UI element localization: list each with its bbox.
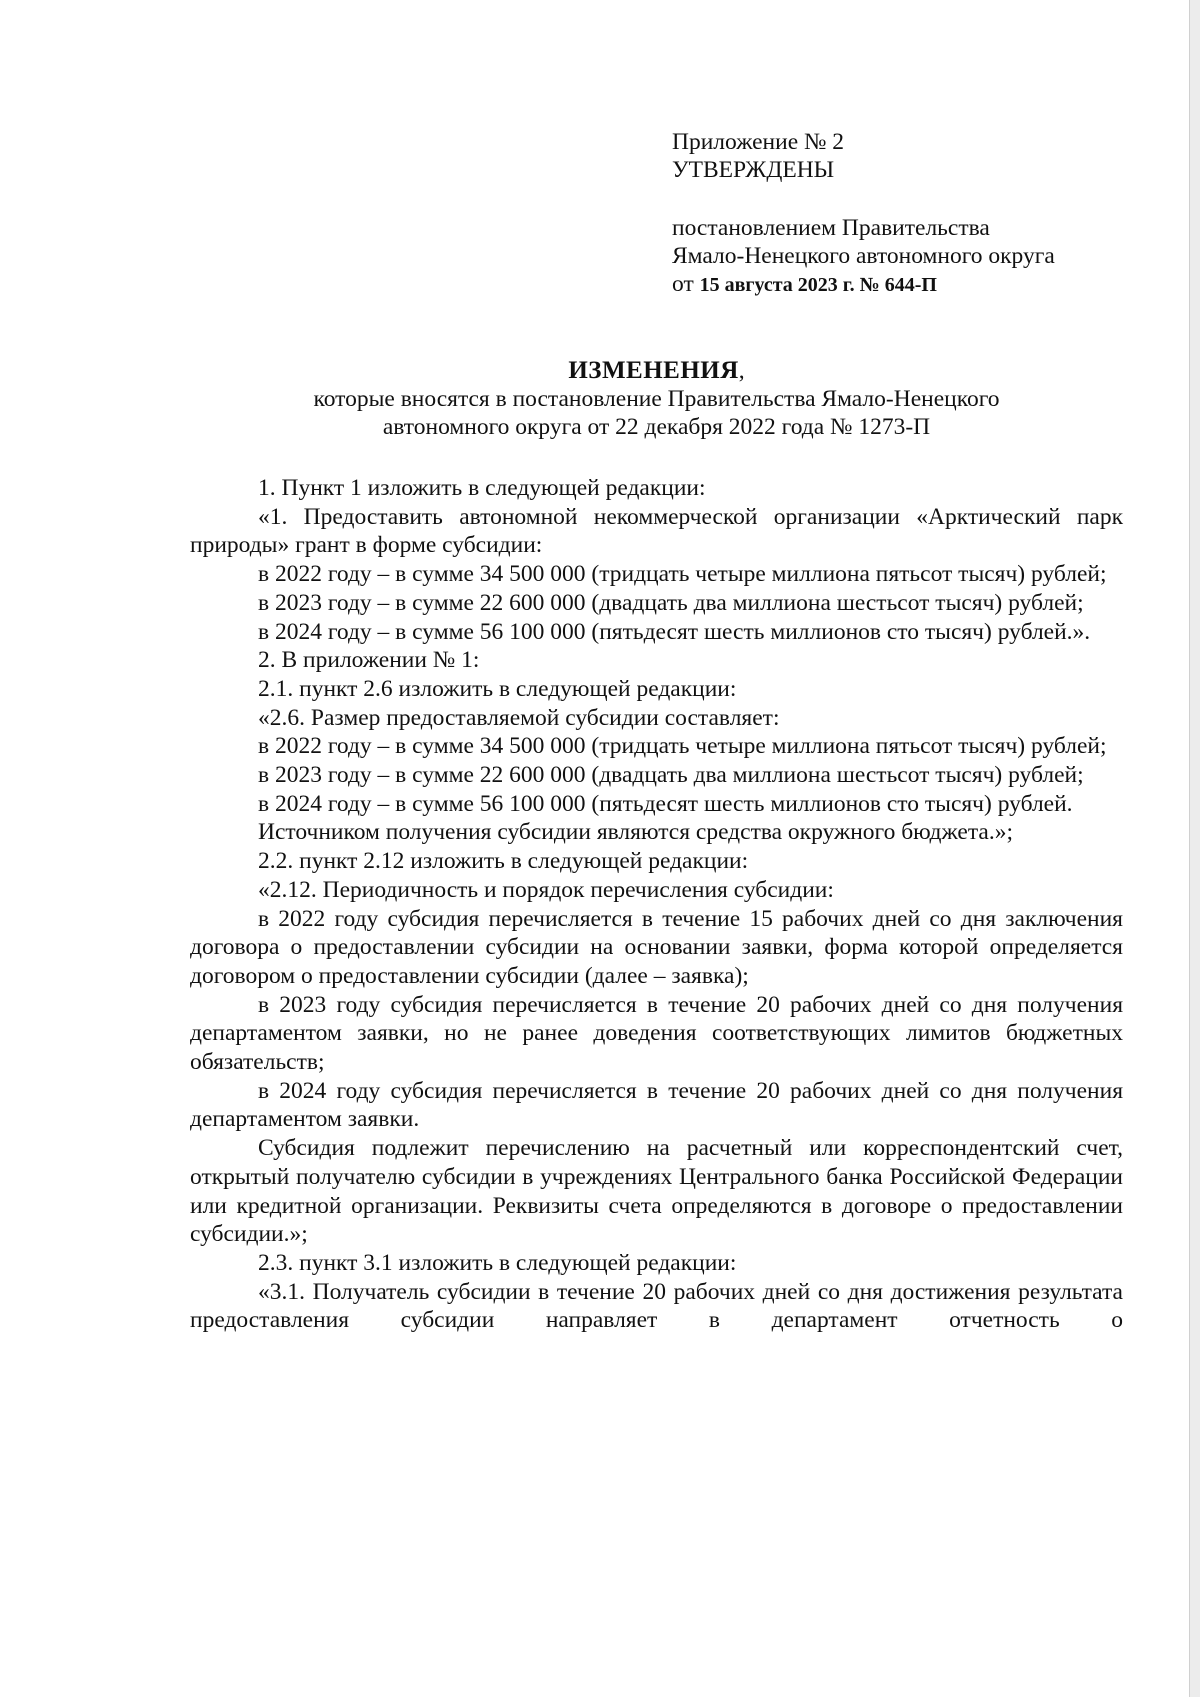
- paragraph: «1. Предоставить автономной некоммерческой организации «Арктический парк природы» грант в форме субсидии:: [190, 503, 1123, 559]
- document-heading: [190, 357, 1123, 441]
- paragraph: 2.1. пункт 2.6 изложить в следующей редакции:: [258, 675, 737, 702]
- paragraph-continued: «3.1. Получатель субсидии в течение 20 рабочих дней со дня достижения результата предоставления субсидии направляет в департамент отчетность о: [190, 1278, 1123, 1334]
- paragraph: в 2022 году субсидия перечисляется в течение 15 рабочих дней со дня заключения договора о предоставлении субсидии на основании заявки, форма которой определяется договором о предоставлении субсидии (далее – заявка);: [190, 905, 1123, 989]
- appendix-number: Приложение № 2: [672, 129, 845, 155]
- paragraph: в 2023 году – в сумме 22 600 000 (двадцать два миллиона шестьсот тысяч) рублей;: [258, 762, 1084, 789]
- paragraph: Субсидия подлежит перечислению на расчетный или корреспондентский счет, открытый получателю субсидии в учреждениях Центрального банка Российской Федерации или кредитной организации. Реквизиты счета определяются в договоре о предоставлении субсидии.»;: [190, 1135, 1123, 1248]
- paragraph: в 2024 году – в сумме 56 100 000 (пятьдесят шесть миллионов сто тысяч) рублей.».: [258, 618, 1091, 645]
- paragraph: в 2024 году – в сумме 56 100 000 (пятьдесят шесть миллионов сто тысяч) рублей.: [258, 790, 1073, 817]
- paragraph: 2.3. пункт 3.1 изложить в следующей редакции:: [258, 1249, 737, 1276]
- date-prefix: от: [672, 271, 694, 297]
- resolution-date: [672, 270, 1142, 299]
- resolution-label: постановлением Правительства: [672, 215, 990, 241]
- heading-title-suffix: ,: [738, 358, 745, 384]
- heading-subtitle-2: автономного округа от 22 декабря 2022 года № 1273-П: [382, 414, 931, 440]
- paragraph: в 2023 году – в сумме 22 600 000 (двадцать два миллиона шестьсот тысяч) рублей;: [258, 589, 1084, 616]
- paragraph: в 2022 году – в сумме 34 500 000 (тридцать четыре миллиона пятьсот тысяч) рублей;: [258, 561, 1107, 588]
- heading-title: ИЗМЕНЕНИЯ: [568, 357, 739, 384]
- approval-block: [672, 128, 1142, 299]
- heading-subtitle-1: которые вносятся в постановление Правительства Ямало-Ненецкого: [313, 386, 1000, 412]
- paragraph: 2.2. пункт 2.12 изложить в следующей редакции:: [258, 848, 749, 875]
- paragraph: Источником получения субсидии являются средства окружного бюджета.»;: [258, 819, 1013, 846]
- paragraph: 1. Пункт 1 изложить в следующей редакции:: [258, 475, 706, 501]
- spacer: [672, 184, 1142, 214]
- date-value: 15 августа 2023 г. № 644-П: [699, 274, 937, 296]
- page-edge: [1189, 0, 1200, 1697]
- paragraph: «2.6. Размер предоставляемой субсидии составляет:: [258, 704, 780, 731]
- approved-label: УТВЕРЖДЕНЫ: [672, 157, 835, 183]
- paragraph: в 2023 году субсидия перечисляется в течение 20 рабочих дней со дня получения департаментом заявки, но не ранее доведения соответствующих лимитов бюджетных обязательств;: [190, 991, 1123, 1076]
- paragraph: в 2024 году субсидия перечисляется в течение 20 рабочих дней со дня получения департаментом заявки.: [190, 1077, 1123, 1133]
- paragraph: в 2022 году – в сумме 34 500 000 (тридцать четыре миллиона пятьсот тысяч) рублей;: [258, 733, 1107, 760]
- region-name: Ямало-Ненецкого автономного округа: [672, 243, 1055, 269]
- heading-title-line: [190, 357, 1123, 385]
- paragraph: «2.12. Периодичность и порядок перечисления субсидии:: [258, 876, 834, 903]
- document-body: [190, 474, 1123, 1335]
- paragraph: 2. В приложении № 1:: [258, 647, 480, 674]
